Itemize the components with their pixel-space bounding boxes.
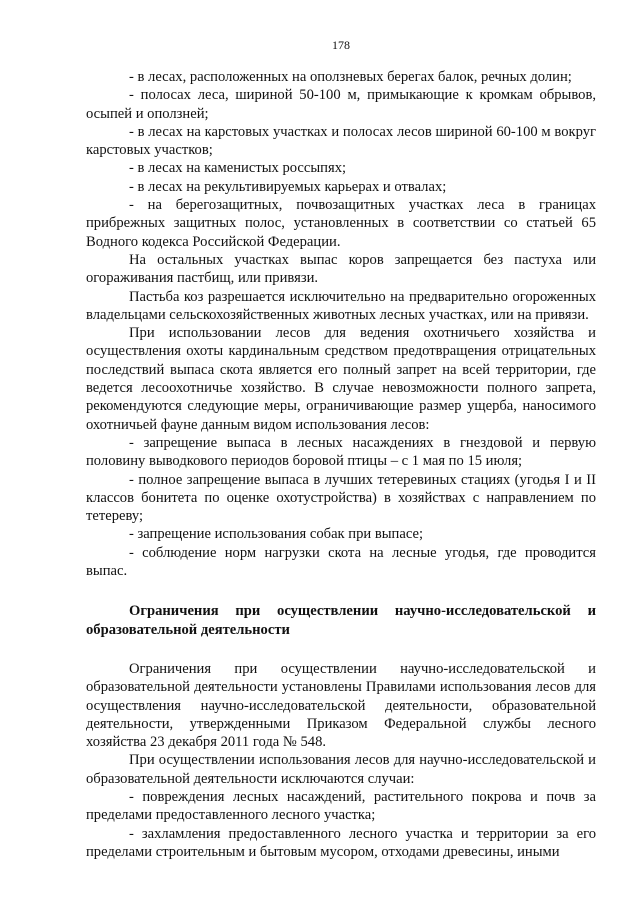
- bullet-item: - полное запрещение выпаса в лучших тетеревиных стациях (угодья I и II классов бонитета по оценке охотустройства) в хозяйствах с направлением по тетереву;: [86, 471, 596, 525]
- paragraph: На остальных участках выпас коров запрещается без пастуха или огораживания пастбищ, или привязи.: [86, 251, 596, 287]
- document-body: [86, 68, 596, 861]
- spacer: [86, 639, 596, 660]
- section-heading: Ограничения при осуществлении научно-исследовательской и образовательной деятельности: [86, 603, 596, 638]
- bullet-item: - в лесах на рекультивируемых карьерах и отвалах;: [129, 178, 447, 195]
- page-number: 178: [332, 38, 350, 52]
- bullet-item: - запрещение использования собак при выпасе;: [129, 526, 424, 543]
- bullet-item: - соблюдение норм нагрузки скота на лесные угодья, где проводится выпас.: [86, 544, 596, 580]
- paragraph: Пастьба коз разрешается исключительно на предварительно огороженных владельцами сельскохозяйственных животных лесных участках, или на привязи.: [86, 288, 596, 323]
- paragraph: При использовании лесов для ведения охотничьего хозяйства и осуществления охоты кардинальным средством предотвращения отрицательных последствий выпаса скота является его полный запрет на всей территории, где ведется лесоохотничье хозяйство. В случае невозможности полного запрета, рекомендуются следующие меры, ограничивающие размер ущерба, наносимого охотничьей фауне данным видом использования лесов:: [86, 325, 596, 433]
- bullet-item: - в лесах на каменистых россыпях;: [129, 160, 347, 177]
- bullet-item: - захламления предоставленного лесного участка и территории за его пределами строительным и бытовым мусором, отходами древесины, иными: [86, 825, 596, 860]
- paragraph: При осуществлении использования лесов для научно-исследовательской и образовательной деятельности исключаются случаи:: [86, 752, 596, 787]
- bullet-item: - в лесах, расположенных на оползневых берегах балок, речных долин;: [129, 69, 572, 85]
- bullet-item: - полосах леса, шириной 50-100 м, примыкающие к кромкам обрывов, осыпей и оползней;: [86, 87, 596, 122]
- bullet-item: - повреждения лесных насаждений, растительного покрова и почв за пределами предоставленного лесного участка;: [86, 788, 596, 824]
- bullet-item: - на берегозащитных, почвозащитных участках леса в границах прибрежных защитных полос, установленных в соответствии со статьей 65 Водного кодекса Российской Федерации.: [86, 197, 596, 250]
- bullet-item: - запрещение выпаса в лесных насаждениях в гнездовой и первую половину выводкового периодов боровой птицы – с 1 мая по 15 июля;: [86, 434, 596, 470]
- spacer: [86, 580, 596, 602]
- paragraph: Ограничения при осуществлении научно-исследовательской и образовательной деятельности установлены Правилами использования лесов для осуществления научно-исследовательской деятельности, образовательной деятельности, утвержденными Приказом Федеральной службы лесного хозяйства 23 декабря 2011 года № 548.: [86, 660, 596, 751]
- bullet-item: - в лесах на карстовых участках и полосах лесов шириной 60-100 м вокруг карстовых участков;: [86, 123, 596, 159]
